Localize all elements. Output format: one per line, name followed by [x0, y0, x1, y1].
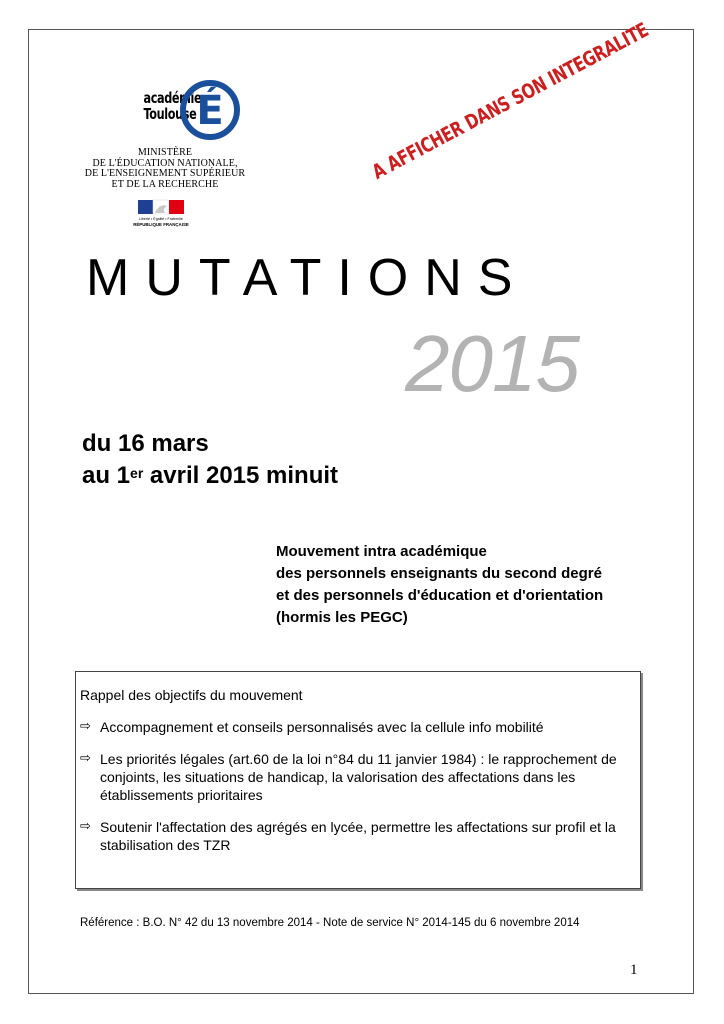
- page-number: 1: [630, 962, 638, 978]
- objectives-box: [75, 671, 641, 889]
- subject-line: et des personnels d'éducation et d'orientation: [276, 587, 604, 604]
- logo-line-academie: académie: [143, 89, 202, 107]
- ministry-name: [80, 148, 250, 190]
- list-item: [80, 718, 630, 736]
- arrow-right-icon: ⇨: [80, 819, 91, 834]
- ministry-line: DE L'ÉDUCATION NATIONALE,: [92, 157, 238, 169]
- arrow-right-icon: ⇨: [80, 751, 91, 766]
- flag-motto: Liberté • Égalité • Fraternité: [139, 217, 183, 221]
- subject-line: (hormis les PEGC): [276, 609, 408, 626]
- date-start: du 16 mars: [82, 430, 209, 457]
- ministry-line: DE L'ENSEIGNEMENT SUPÉRIEUR: [84, 168, 246, 179]
- arrow-right-icon: ⇨: [80, 719, 91, 734]
- academie-e-emblem-icon: [176, 68, 240, 142]
- list-item: [80, 818, 630, 854]
- subject-block: [276, 541, 603, 629]
- list-item: [80, 750, 630, 804]
- emblem-letter: É: [196, 88, 224, 134]
- objective-text: Les priorités légales (art.60 de la loi n°84 du 11 janvier 1984) : le rapprochement de conjoints, les situations de handicap, la valorisation des affectations dans les établissements prioritaires: [100, 751, 617, 803]
- academie-toulouse-logo: [80, 68, 250, 228]
- objective-text: Accompagnement et conseils personnalisés avec la cellule info mobilité: [100, 719, 544, 735]
- reference-note: Référence : B.O. N° 42 du 13 novembre 2014 - Note de service N° 2014-145 du 6 novembre 2014: [80, 917, 580, 929]
- date-end-suffix: avril 2015 minuit: [143, 462, 339, 489]
- date-end: [82, 460, 338, 492]
- ministry-line: ET DE LA RECHERCHE: [111, 178, 219, 190]
- date-end-superscript: er: [130, 465, 144, 481]
- subject-line: Mouvement intra académique: [276, 543, 487, 560]
- objectives-heading: Rappel des objectifs du mouvement: [80, 687, 303, 703]
- subject-line: des personnels enseignants du second degré: [276, 565, 602, 582]
- ministry-line: MINISTÈRE: [137, 147, 193, 158]
- date-end-prefix: au 1: [82, 462, 131, 489]
- republique-francaise-flag-icon: [133, 200, 189, 228]
- logo-line-toulouse: Toulouse: [143, 105, 197, 123]
- display-notice-stamp: A AFFICHER DANS SON INTEGRALITE: [367, 17, 653, 184]
- objective-text: Soutenir l'affectation des agrégés en lycée, permettre les affectations sur profil et la stabilisation des TZR: [100, 819, 616, 853]
- page-title: MUTATIONS: [86, 249, 529, 307]
- flag-caption: RÉPUBLIQUE FRANÇAISE: [133, 222, 189, 227]
- date-range: [82, 428, 338, 492]
- year: 2015: [405, 319, 579, 408]
